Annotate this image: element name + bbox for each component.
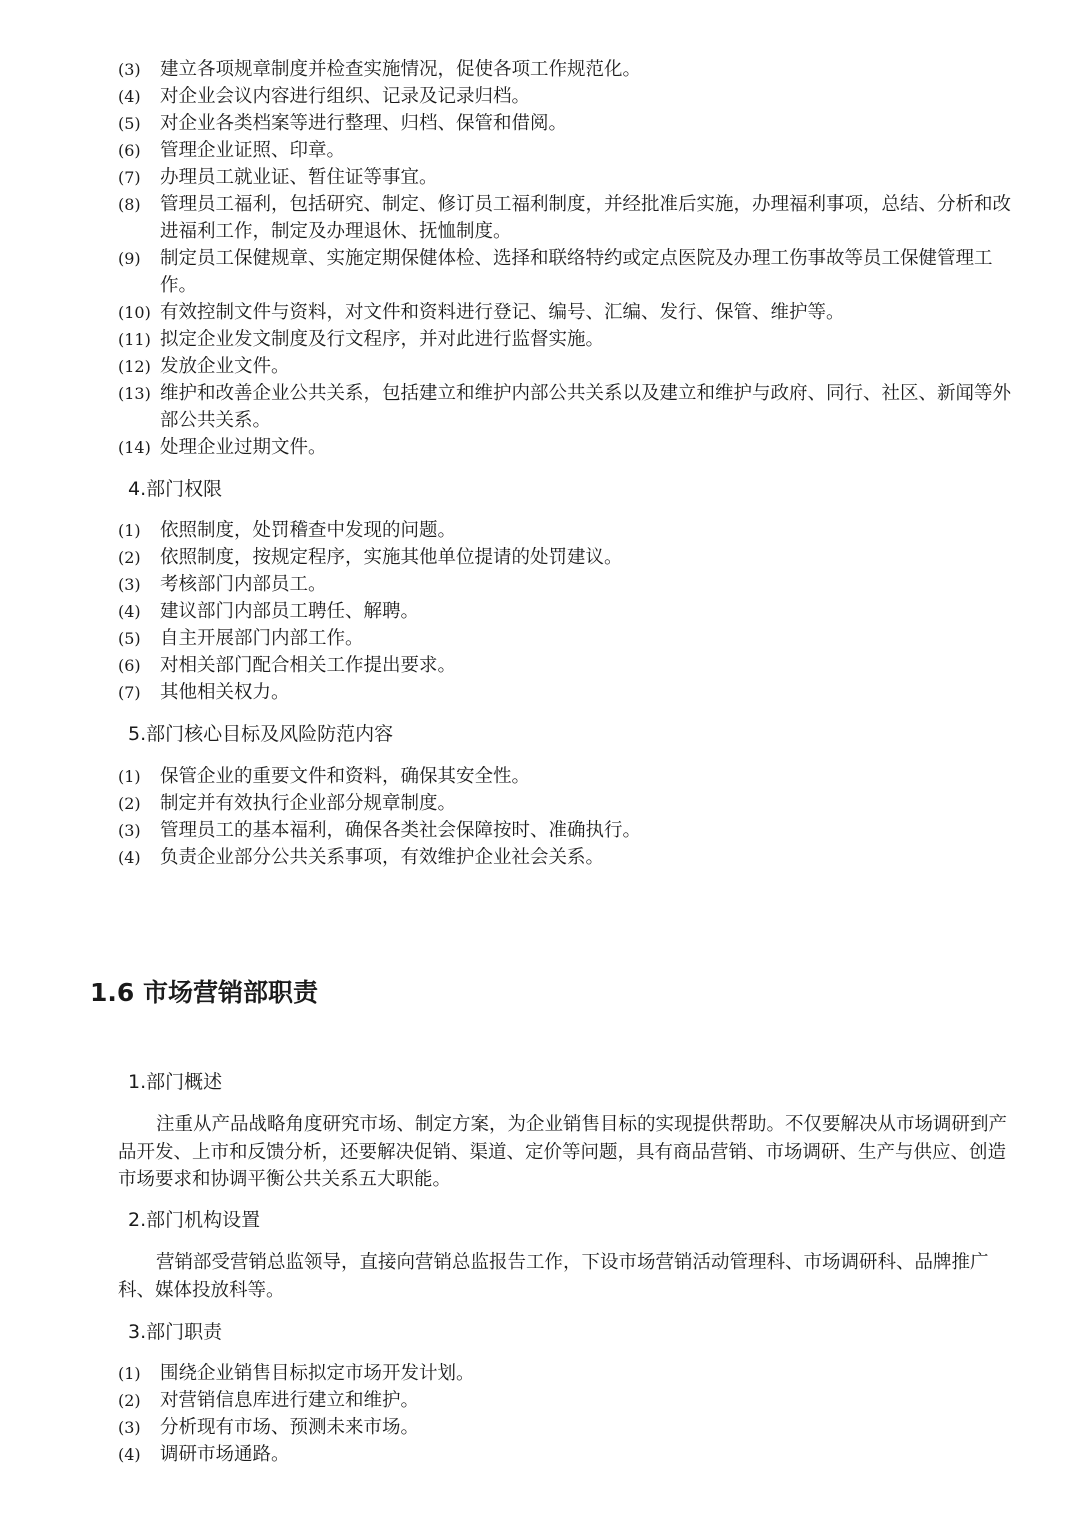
list-item: (2) 依照制度，按规定程序，实施其他单位提请的处罚建议。 [118, 547, 623, 568]
goals-list [118, 763, 1022, 871]
list-item: (1) 保管企业的重要文件和资料，确保其安全性。 [118, 766, 531, 787]
list-item: (5) 自主开展部门内部工作。 [118, 628, 364, 649]
overview-paragraph: 注重从产品战略角度研究市场、制定方案，为企业销售目标的实现提供帮助。不仅要解决从市场调研到产品开发、上市和反馈分析，还要解决促销、渠道、定价等问题，具有商品营销、市场调研、生产与供应、创造市场要求和协调平衡公共关系五大职能。 [118, 1114, 1008, 1190]
list-item: (6) 对相关部门配合相关工作提出要求。 [118, 655, 457, 676]
list-item: (7) 其他相关权力。 [118, 682, 290, 703]
list-item: (4) 建议部门内部员工聘任、解聘。 [118, 601, 420, 622]
list-item: (3) 建立各项规章制度并检查实施情况，促使各项工作规范化。 [118, 59, 642, 80]
list-item: (2) 对营销信息库进行建立和维护。 [118, 1390, 420, 1411]
duties-list [118, 1360, 1022, 1468]
section-title: 1.6 市场营销部职责 [90, 978, 318, 1007]
list-item: (2) 制定并有效执行企业部分规章制度。 [118, 793, 457, 814]
duties-heading: 3.部门职责 [128, 1321, 223, 1343]
overview-heading: 1.部门概述 [128, 1071, 223, 1093]
list-item: (4) 负责企业部分公共关系事项，有效维护企业社会关系。 [118, 847, 605, 868]
list-item: (8) 管理员工福利，包括研究、制定、修订员工福利制度，并经批准后实施，办理福利事项，总结、分析和改进福利工作，制定及办理退休、抚恤制度。 [118, 194, 1012, 242]
list-item: (9) 制定员工保健规章、实施定期保健体检、选择和联络特约或定点医院及办理工伤事故等员工保健管理工作。 [118, 248, 993, 296]
list-item: (3) 分析现有市场、预测未来市场。 [118, 1417, 420, 1438]
list-item: (3) 管理员工的基本福利，确保各类社会保障按时、准确执行。 [118, 820, 642, 841]
admin-duties-list [118, 56, 1022, 461]
structure-heading: 2.部门机构设置 [128, 1209, 261, 1231]
list-item: (13) 维护和改善企业公共关系，包括建立和维护内部公共关系以及建立和维护与政府、同行、社区、新闻等外部公共关系。 [118, 383, 1012, 431]
list-item: (14) 处理企业过期文件。 [118, 437, 327, 458]
list-item: (11) 拟定企业发文制度及行文程序，并对此进行监督实施。 [118, 329, 605, 350]
list-item: (1) 围绕企业销售目标拟定市场开发计划。 [118, 1363, 475, 1384]
authority-list [118, 517, 1022, 706]
list-item: (5) 对企业各类档案等进行整理、归档、保管和借阅。 [118, 113, 568, 134]
structure-paragraph: 营销部受营销总监领导，直接向营销总监报告工作，下设市场营销活动管理科、市场调研科、品牌推广科、媒体投放科等。 [118, 1252, 989, 1301]
list-item: (7) 办理员工就业证、暂住证等事宜。 [118, 167, 438, 188]
list-item: (4) 对企业会议内容进行组织、记录及记录归档。 [118, 86, 531, 107]
goals-heading: 5.部门核心目标及风险防范内容 [128, 723, 394, 745]
list-item: (10) 有效控制文件与资料，对文件和资料进行登记、编号、汇编、发行、保管、维护等。 [118, 302, 845, 323]
list-item: (1) 依照制度，处罚稽查中发现的问题。 [118, 520, 457, 541]
list-item: (12) 发放企业文件。 [118, 356, 290, 377]
list-item: (3) 考核部门内部员工。 [118, 574, 327, 595]
list-item: (4) 调研市场通路。 [118, 1444, 290, 1465]
authority-heading: 4.部门权限 [128, 478, 223, 500]
list-item: (6) 管理企业证照、印章。 [118, 140, 346, 161]
